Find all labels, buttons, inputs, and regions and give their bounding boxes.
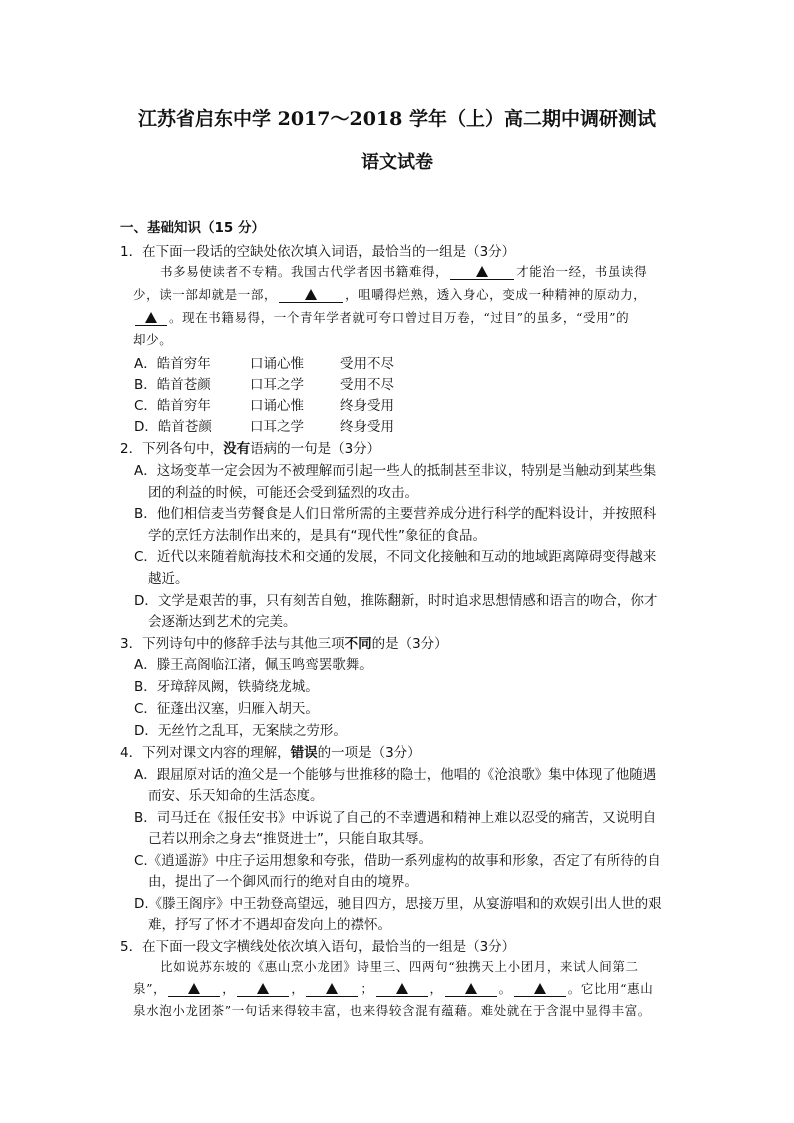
q2-option-d: D．文学是艰苦的事，只有刻苦自勉，推陈翻新，时时追求思想情感和语言的吻合，你才 (134, 593, 658, 609)
q2-option-b-cont: 学的烹饪方法制作出来的，是具有“现代性”象征的食品。 (148, 528, 486, 544)
answer-blank[interactable] (306, 982, 358, 997)
q1-passage-line-4: 却少。 (133, 332, 173, 347)
triangle-icon (476, 266, 488, 277)
q4-option-a-cont: 而安、乐天知命的生活态度。 (148, 788, 324, 804)
answer-blank[interactable] (514, 982, 566, 997)
triangle-icon (257, 983, 269, 994)
q4-option-d-cont: 难，抒写了怀才不遇却奋发向上的襟怀。 (148, 917, 391, 933)
q2-option-b: B．他们相信麦当劳餐食是人们日常所需的主要营养成分进行科学的配料设计，并按照科 (134, 506, 657, 522)
q2-option-d-cont: 会逐渐达到艺术的完美。 (148, 614, 297, 630)
answer-blank[interactable] (279, 288, 343, 303)
q2-option-c-cont: 越近。 (148, 571, 189, 587)
q5-passage-line-3: 泉水泡小龙团茶”一句话来得较丰富，也来得较含混有蕴藉。难处就在于含混中显得丰富。 (133, 1003, 651, 1018)
q3-option-d: D．无丝竹之乱耳，无案牍之劳形。 (134, 723, 347, 739)
q1-passage-line-2: 少，读一部却就是一部， ，咀嚼得烂熟，透入身心，变成一种精神的原动力， (133, 287, 647, 302)
triangle-icon (188, 983, 200, 994)
q1-passage-line-1: 书多易使读者不专精。我国古代学者因书籍难得， 才能治一经，书虽读得 (160, 264, 648, 279)
q4-option-c-cont: 由，提出了一个御风而行的绝对自由的境界。 (148, 874, 418, 890)
answer-blank[interactable] (445, 982, 497, 997)
q4-option-a: A．跟屈原对话的渔父是一个能够与世推移的隐士，他唱的《沧浪歌》集中体现了他随遇 (134, 767, 657, 783)
q5-passage-line-2: 泉”， ， ， ； ， 。 。它比用“惠山 (133, 981, 654, 996)
question-4-stem: 4．下列对课文内容的理解，错误的一项是（3分） (120, 745, 421, 761)
q4-option-d: D.《滕王阁序》中王勃登高望远，驰目四方，思接万里，从宴游唱和的欢娱引出人世的艰 (134, 896, 662, 912)
q1-option-c: C．皓首穷年 口诵心惟 终身受用 (134, 398, 394, 414)
question-5-stem: 5．在下面一段文字横线处依次填入语句，最恰当的一组是（3分） (120, 939, 516, 955)
answer-blank[interactable] (135, 311, 167, 326)
q1-passage-line-3: 。现在书籍易得，一个青年学者就可夸口曾过目万卷，“过目”的虽多，“受用”的 (133, 308, 629, 326)
question-1-stem: 1．在下面一段话的空缺处依次填入词语，最恰当的一组是（3分） (120, 244, 516, 260)
q2-option-a: A．这场变革一定会因为不被理解而引起一些人的抵制甚至非议，特别是当触动到某些集 (134, 463, 657, 479)
exam-subtitle: 语文试卷 (361, 152, 433, 173)
q1-option-d: D．皓首苍颜 口耳之学 终身受用 (134, 419, 394, 435)
answer-blank[interactable] (376, 982, 428, 997)
q5-passage-line-1: 比如说苏东坡的《惠山烹小龙团》诗里三、四两句“独携天上小团月，来试人间第二 (160, 959, 639, 974)
question-3-stem: 3．下列诗句中的修辞手法与其他三项不同的是（3分） (120, 636, 448, 652)
triangle-icon (396, 983, 408, 994)
answer-blank[interactable] (237, 982, 289, 997)
q3-option-b: B．牙璋辞凤阙，铁骑绕龙城。 (134, 679, 319, 695)
q4-option-b-cont: 己若以刑余之身去“推贤进士”，只能自取其辱。 (148, 831, 432, 847)
q4-option-c: C.《逍遥游》中庄子运用想象和夸张，借助一系列虚构的故事和形象，否定了有所待的自 (134, 853, 661, 869)
q3-option-c: C．征蓬出汉塞，归雁入胡天。 (134, 701, 319, 717)
answer-blank[interactable] (168, 982, 220, 997)
triangle-icon (534, 983, 546, 994)
q3-option-a: A．滕王高阁临江渚，佩玉鸣鸾罢歌舞。 (134, 657, 373, 673)
triangle-icon (465, 983, 477, 994)
q2-option-c: C．近代以来随着航海技术和交通的发展，不同文化接触和互动的地域距离障碍变得越来 (134, 549, 657, 565)
q1-option-b: B．皓首苍颜 口耳之学 受用不尽 (134, 377, 394, 393)
exam-title: 江苏省启东中学 2017～2018 学年（上）高二期中调研测试 (138, 108, 656, 130)
triangle-icon (326, 983, 338, 994)
section-heading: 一、基础知识（15 分） (120, 220, 265, 236)
q1-option-a: A．皓首穷年 口诵心惟 受用不尽 (134, 356, 394, 372)
answer-blank[interactable] (450, 265, 514, 280)
triangle-icon (305, 289, 317, 300)
q2-option-a-cont: 团的利益的时候，可能还会受到猛烈的攻击。 (148, 485, 418, 501)
triangle-icon (145, 312, 157, 323)
q4-option-b: B．司马迁在《报任安书》中诉说了自己的不幸遭遇和精神上难以忍受的痛苦，又说明自 (134, 810, 657, 826)
question-2-stem: 2．下列各句中，没有语病的一句是（3分） (120, 441, 381, 457)
